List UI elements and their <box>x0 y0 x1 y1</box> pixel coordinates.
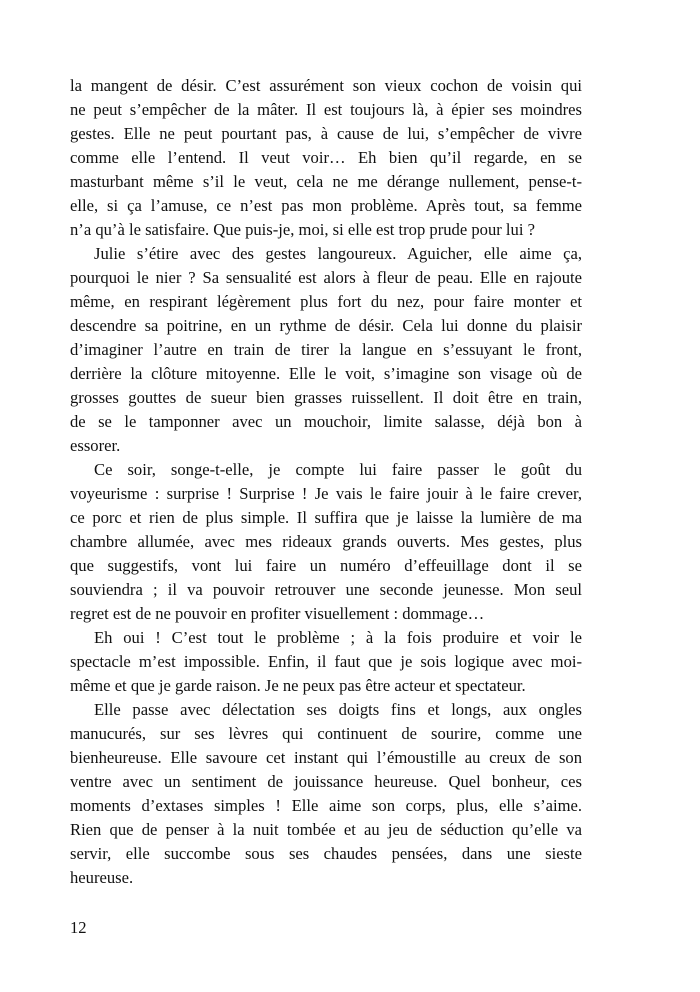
paragraph <box>70 698 582 890</box>
text-line: servir, elle succombe sous ses chaudes pensées, dans une sieste <box>70 844 582 863</box>
text-line: que suggestifs, vont lui faire un numéro d’effeuillage dont il se <box>70 556 582 575</box>
text-line: derrière la clôture mitoyenne. Elle le voit, s’imagine son visage où de <box>70 364 582 383</box>
text-line: même, en respirant légèrement plus fort du nez, pour faire monter et <box>70 292 582 311</box>
text-line: moments d’extases simples ! Elle aime son corps, plus, elle s’aime. <box>70 796 582 815</box>
text-line: ce porc et rien de plus simple. Il suffira que je laisse la lumière de ma <box>70 508 582 527</box>
paragraph <box>70 74 582 242</box>
text-line: masturbant même s’il le veut, cela ne me dérange nullement, pense-t- <box>70 172 582 191</box>
page-body <box>70 74 582 890</box>
text-line: ventre avec un sentiment de jouissance heureuse. Quel bonheur, ces <box>70 772 582 791</box>
text-line: essorer. <box>70 436 121 455</box>
text-line: regret est de ne pouvoir en profiter visuellement : dommage… <box>70 604 485 623</box>
text-line: souviendra ; il va pouvoir retrouver une seconde jeunesse. Mon seul <box>70 580 582 599</box>
text-line: même et que je garde raison. Je ne peux pas être acteur et spectateur. <box>70 676 526 695</box>
text-line: la mangent de désir. C’est assurément son vieux cochon de voisin qui <box>70 76 582 95</box>
text-line: de se le tamponner avec un mouchoir, limite salasse, déjà bon à <box>70 412 582 431</box>
paragraph <box>70 458 582 626</box>
text-line: comme elle l’entend. Il veut voir… Eh bien qu’il regarde, en se <box>70 148 582 167</box>
text-line: bienheureuse. Elle savoure cet instant qui l’émoustille au creux de son <box>70 748 582 767</box>
paragraph <box>70 626 582 698</box>
text-line: descendre sa poitrine, en un rythme de désir. Cela lui donne du plaisir <box>70 316 582 335</box>
text-line: d’imaginer l’autre en train de tirer la langue en s’essuyant le front, <box>70 340 582 359</box>
paragraph <box>70 242 582 458</box>
text-line: Rien que de penser à la nuit tombée et au jeu de séduction qu’elle va <box>70 820 582 839</box>
text-line: pourquoi le nier ? Sa sensualité est alors à fleur de peau. Elle en rajoute <box>70 268 582 287</box>
page-number: 12 <box>70 918 87 937</box>
text-line: grosses gouttes de sueur bien grasses ruissellent. Il doit être en train, <box>70 388 582 407</box>
text-line: Julie s’étire avec des gestes langoureux. Aguicher, elle aime ça, <box>94 244 582 263</box>
text-line: ne peut s’empêcher de la mâter. Il est toujours là, à épier ses moindres <box>70 100 582 119</box>
text-line: spectacle m’est impossible. Enfin, il faut que je sois logique avec moi- <box>70 652 582 671</box>
text-line: elle, si ça l’amuse, ce n’est pas mon problème. Après tout, sa femme <box>70 196 582 215</box>
text-line: Eh oui ! C’est tout le problème ; à la fois produire et voir le <box>94 628 582 647</box>
text-line: n’a qu’à le satisfaire. Que puis-je, moi, si elle est trop prude pour lui ? <box>70 220 535 239</box>
text-line: voyeurisme : surprise ! Surprise ! Je vais le faire jouir à le faire crever, <box>70 484 582 503</box>
text-line: manucurés, sur ses lèvres qui continuent de sourire, comme une <box>70 724 582 743</box>
text-line: chambre allumée, avec mes rideaux grands ouverts. Mes gestes, plus <box>70 532 582 551</box>
text-line: heureuse. <box>70 868 134 887</box>
text-line: gestes. Elle ne peut pourtant pas, à cause de lui, s’empêcher de vivre <box>70 124 582 143</box>
text-line: Elle passe avec délectation ses doigts fins et longs, aux ongles <box>94 700 582 719</box>
text-line: Ce soir, songe-t-elle, je compte lui faire passer le goût du <box>94 460 582 479</box>
